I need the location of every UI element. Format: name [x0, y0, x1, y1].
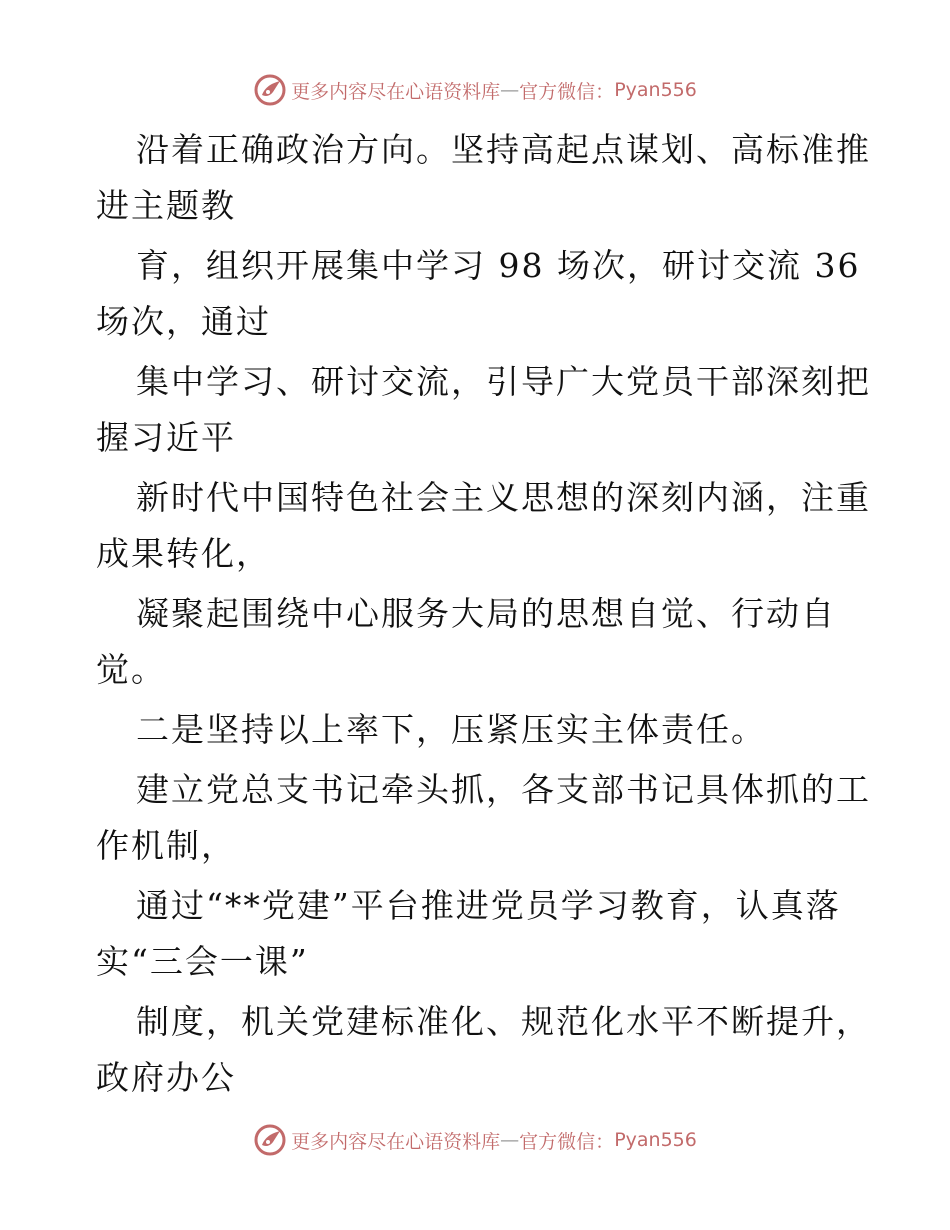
paragraph-line: 觉。 — [96, 650, 166, 689]
paragraph-line: 建立党总支书记牵头抓，各支部书记具体抓的工 — [136, 770, 871, 809]
paragraph-line: 新时代中国特色社会主义思想的深刻内涵，注重 — [136, 478, 871, 517]
watermark-separator: — — [500, 1129, 520, 1151]
watermark-separator: — — [500, 79, 520, 101]
paragraph-line: 进主题教 — [96, 186, 236, 225]
watermark-wechat-label: 官方微信： — [519, 80, 615, 103]
paragraph-line: 制度，机关党建标准化、规范化水平不断提升， — [136, 1002, 871, 1041]
paragraph-line: 实“三会一课” — [96, 942, 309, 981]
paragraph-line: 二是坚持以上率下，压紧压实主体责任。 — [136, 710, 766, 749]
paragraph-line: 育，组织开展集中学习 98 场次，研讨交流 36 — [136, 246, 861, 285]
paragraph-line: 通过“**党建”平台推进党员学习教育，认真落 — [136, 886, 841, 925]
watermark-wechat-label: 官方微信： — [519, 1130, 615, 1153]
watermark-main-text: 更多内容尽在心语资料库 — [291, 1130, 501, 1153]
paragraph-line: 成果转化， — [96, 534, 271, 573]
watermark-wechat-handle: Pyan556 — [614, 79, 697, 101]
watermark-wechat-handle: Pyan556 — [614, 1129, 697, 1151]
header-watermark — [0, 70, 950, 110]
logo-pen-icon — [253, 1123, 287, 1157]
paragraph-line: 沿着正确政治方向。坚持高起点谋划、高标准推 — [136, 130, 871, 169]
logo-pen-icon — [253, 73, 287, 107]
paragraph-line: 握习近平 — [96, 418, 236, 457]
watermark-main-text: 更多内容尽在心语资料库 — [291, 80, 501, 103]
paragraph-line: 集中学习、研讨交流，引导广大党员干部深刻把 — [136, 362, 871, 401]
paragraph-line: 政府办公 — [96, 1058, 236, 1097]
paragraph-line: 作机制， — [96, 826, 236, 865]
paragraph-line: 凝聚起围绕中心服务大局的思想自觉、行动自 — [136, 594, 836, 633]
footer-watermark — [0, 1120, 950, 1160]
paragraph-line: 场次，通过 — [96, 302, 271, 341]
